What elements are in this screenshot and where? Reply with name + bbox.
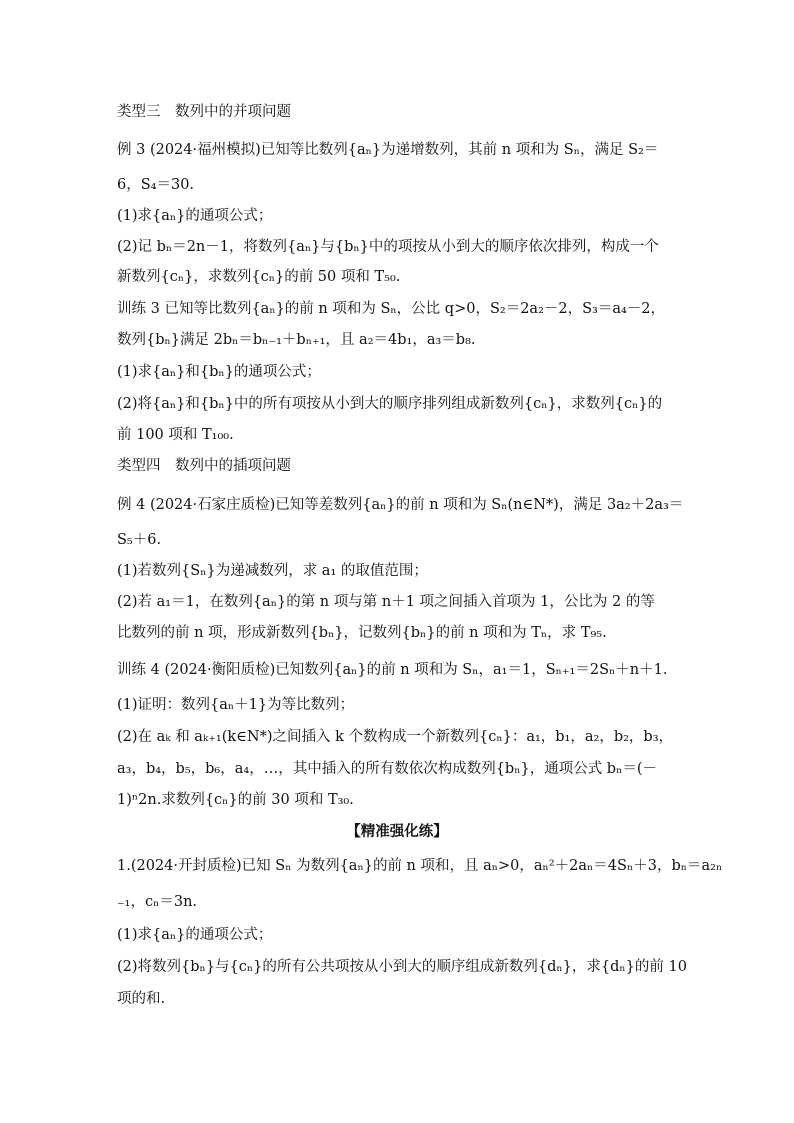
train4-q1: (1)证明：数列{aₙ＋1}为等比数列； [117, 697, 355, 713]
train3-q2-line2: 前 100 项和 T₁₀₀. [117, 427, 234, 443]
example3-q1: (1)求{aₙ}的通项公式； [117, 208, 273, 224]
train3-line1: 训练 3 已知等比数列{aₙ}的前 n 项和为 Sₙ，公比 q>0，S₂＝2a₂－2，S₃＝a₄－2， [117, 301, 666, 317]
train3-q1: (1)求{aₙ}和{bₙ}的通项公式； [117, 364, 321, 380]
example4-line1: 例 4 (2024·石家庄质检)已知等差数列{aₙ}的前 n 项和为 Sₙ(n∈N*)，满足 3a₂＋2a₃＝ [117, 497, 684, 513]
example3-line1: 例 3 (2024·福州模拟)已知等比数列{aₙ}为递增数列，其前 n 项和为 Sₙ，满足 S₂＝ [117, 142, 659, 158]
train3-q2-line1: (2)将{aₙ}和{bₙ}中的所有项按从小到大的顺序排列组成新数列{cₙ}，求数列{cₙ}的 [117, 396, 663, 412]
practice-section-title: 【精准强化练】 [346, 824, 448, 840]
practice1-q2-line2: 项的和. [117, 991, 166, 1007]
example4-q1: (1)若数列{Sₙ}为递减数列，求 a₁ 的取值范围； [117, 563, 428, 579]
example3-line2: 6，S₄＝30. [117, 177, 195, 193]
train4-q2-line3: 1)ⁿ2n.求数列{cₙ}的前 30 项和 T₃₀. [117, 792, 354, 808]
practice1-line1: 1.(2024·开封质检)已知 Sₙ 为数列{aₙ}的前 n 项和，且 aₙ>0，aₙ²＋2aₙ＝4Sₙ＋3，bₙ＝a₂ₙ [117, 858, 723, 874]
section-heading-type3: 类型三 数列中的并项问题 [117, 104, 291, 120]
train4-q2-line1: (2)在 aₖ 和 aₖ₊₁(k∈N*)之间插入 k 个数构成一个新数列{cₙ}：a₁，b₁，a₂，b₂，b₃， [117, 729, 674, 745]
example3-q2-line2: 新数列{cₙ}，求数列{cₙ}的前 50 项和 T₅₀. [117, 269, 401, 285]
practice1-q1: (1)求{aₙ}的通项公式； [117, 927, 273, 943]
section-heading-type4: 类型四 数列中的插项问题 [117, 458, 291, 474]
train4-line1: 训练 4 (2024·衡阳质检)已知数列{aₙ}的前 n 项和为 Sₙ，a₁＝1，Sₙ₊₁＝2Sₙ＋n＋1. [117, 662, 668, 678]
train3-line2: 数列{bₙ}满足 2bₙ＝bₙ₋₁＋bₙ₊₁，且 a₂＝4b₁，a₃＝b₈. [117, 332, 476, 348]
example4-q2-line1: (2)若 a₁＝1，在数列{aₙ}的第 n 项与第 n＋1 项之间插入首项为 1，公比为 2 的等 [117, 594, 655, 610]
train4-q2-line2: a₃，b₄，b₅，b₆，a₄，…，其中插入的所有数依次构成数列{bₙ}，通项公式 bₙ＝(－ [117, 761, 658, 777]
example3-q2-line1: (2)记 bₙ＝2n－1，将数列{aₙ}与{bₙ}中的项按从小到大的顺序依次排列，构成一个 [117, 239, 659, 255]
practice1-q2-line1: (2)将数列{bₙ}与{cₙ}的所有公共项按从小到大的顺序组成新数列{dₙ}，求{dₙ}的前 10 [117, 959, 687, 975]
example4-line2: S₅＋6. [117, 532, 162, 548]
practice1-line2: ₋₁，cₙ＝3n. [117, 894, 198, 910]
example4-q2-line2: 比数列的前 n 项，形成新数列{bₙ}，记数列{bₙ}的前 n 项和为 Tₙ，求 T₉₅. [117, 625, 607, 641]
